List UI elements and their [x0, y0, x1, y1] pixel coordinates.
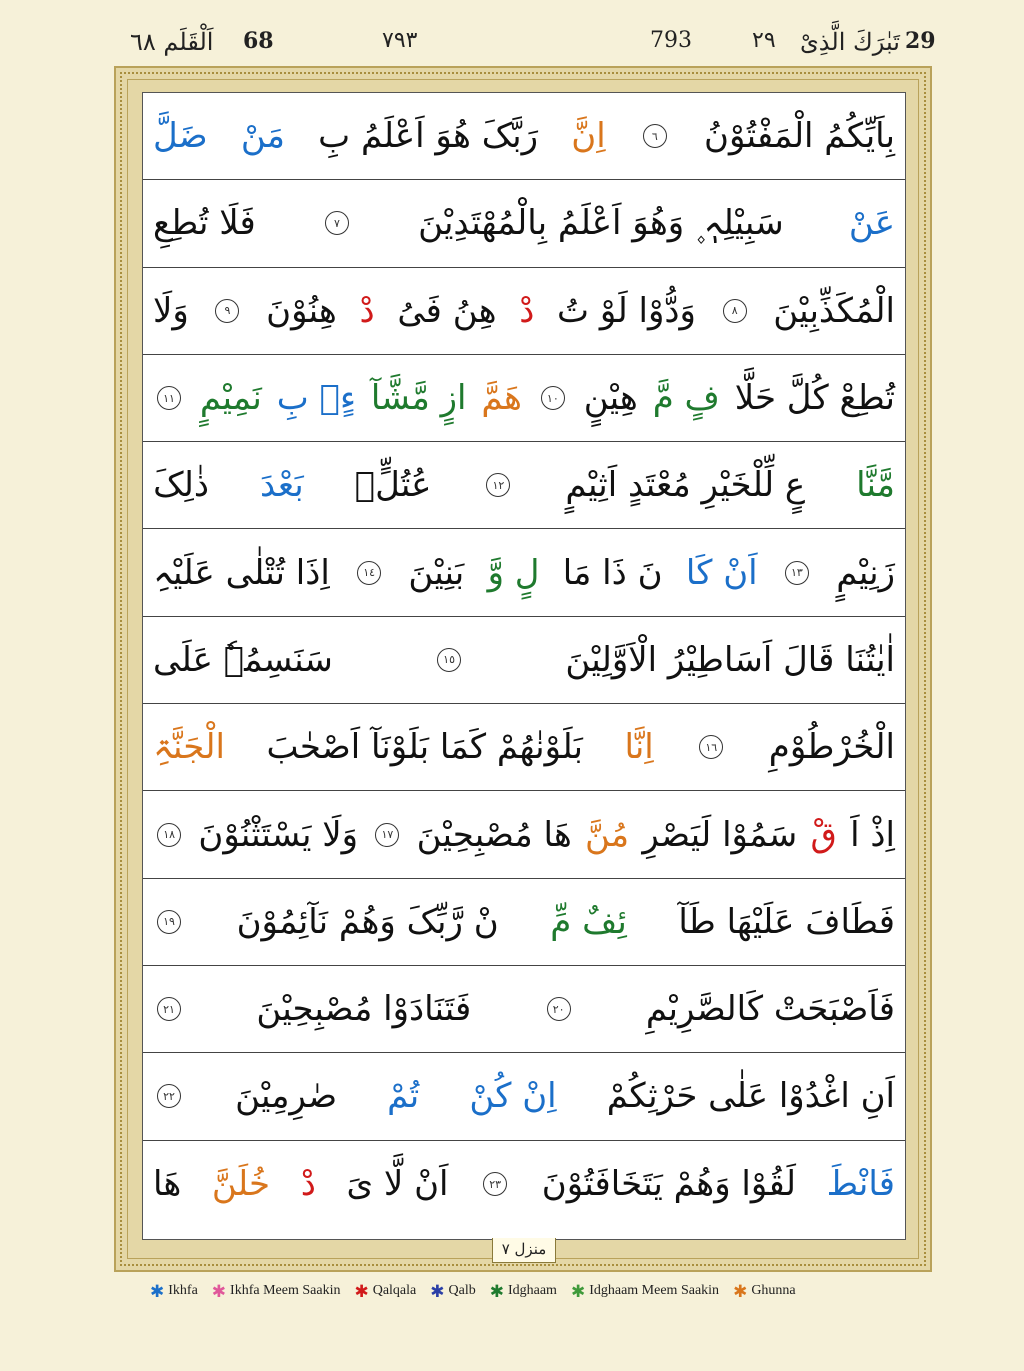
quran-line: [143, 180, 905, 267]
juz-name-arabic: تَبٰرَكَ الَّذِیْ: [800, 28, 900, 56]
legend-item: [150, 1283, 198, 1300]
legend-label: Qalb: [448, 1283, 476, 1298]
quran-text-segment: مَنْ: [240, 116, 285, 157]
quran-text-segment: فَلَا تُطِعِ: [153, 203, 256, 244]
quran-text-segment: عُتُلٍّۭ: [354, 465, 432, 506]
quran-text-segment: عَنْ: [848, 203, 895, 244]
asterisk-icon: ✱: [150, 1281, 165, 1301]
quran-text-segment: خُلَنَّ: [211, 1164, 271, 1205]
ayah-end-marker: ١٨: [157, 823, 181, 847]
asterisk-icon: ✱: [733, 1281, 748, 1301]
asterisk-icon: ✱: [211, 1281, 227, 1301]
quran-text-segment: ئِفٌ مِّ: [550, 901, 627, 942]
ayah-end-marker: ١٥: [437, 648, 461, 672]
quran-text-segment: اَنْ کَا: [685, 552, 758, 593]
quran-text-segment: نَ ذَا مَا: [562, 552, 663, 593]
legend-label: Ikhfa Meem Saakin: [230, 1283, 341, 1298]
legend-label: Idghaam: [507, 1283, 557, 1298]
quran-text-segment: دْ: [519, 290, 535, 331]
quran-line: [143, 966, 905, 1053]
quran-text-segment: مُنَّ: [585, 814, 630, 855]
page-number: 793: [650, 28, 692, 53]
quran-line: [143, 791, 905, 878]
quran-text-segment: اَنْ لَّا یَ: [346, 1164, 449, 1205]
quran-text-segment: الْمُکَذِّبِیْنَ: [773, 290, 895, 331]
quran-text-segment: اِنَّ: [571, 116, 606, 157]
legend-item: [354, 1283, 416, 1300]
quran-text-segment: سَمُوْا لَیَصْرِ: [642, 814, 798, 855]
quran-text-segment: الْخُرْطُوْمِ: [768, 727, 895, 768]
quran-text-segment: سَبِیْلِہٖ ۪ وَھُوَ اَعْلَمُ بِالْمُھْتَدِیْنَ: [418, 203, 784, 244]
quran-text-segment: ھَا مُصْبِحِیْنَ: [416, 814, 572, 855]
quran-line: [143, 617, 905, 704]
quran-text-segment: لٍ وَّ: [487, 552, 540, 593]
ayah-end-marker: ١١: [157, 386, 181, 410]
quran-text-segment: وَلَا: [153, 290, 189, 331]
quran-text-segment: ءٍۭ بِ: [276, 378, 357, 419]
quran-text-segment: رَبَّکَ ھُوَ اَعْلَمُ بِ: [318, 116, 539, 157]
ayah-end-marker: ٢٣: [483, 1172, 507, 1196]
quran-text-segment: ازٍ مَّشَّآ: [370, 378, 467, 419]
ayah-end-marker: ١٧: [375, 823, 399, 847]
legend-item: [490, 1283, 557, 1300]
quran-text-segment: الْجَنَّۃِ: [153, 727, 225, 768]
quran-text-segment: ذٰلِکَ: [153, 465, 209, 506]
quran-text-segment: وَلَا یَسْتَثْنُوْنَ: [198, 814, 359, 855]
quran-text-segment: ضَلَّ: [153, 116, 208, 157]
quran-text-segment: ھِنُوْنَ: [266, 290, 337, 331]
quran-text-segment: فَطَافَ عَلَیْھَا طَآ: [678, 901, 895, 942]
quran-line: [143, 704, 905, 791]
ayah-end-marker: ١٢: [486, 473, 510, 497]
quran-text-segment: بَلَوْنٰھُمْ کَمَا بَلَوْنَآ اَصْحٰبَ: [266, 727, 583, 768]
surah-name-arabic: اَلْقَلَم ٦٨: [130, 28, 214, 56]
asterisk-icon: ✱: [430, 1281, 445, 1301]
page-header: [0, 28, 1024, 62]
quran-text-segment: ھَمَّ: [481, 378, 522, 419]
quran-text-segment: مَّنَّا: [856, 465, 895, 506]
quran-text-segment: فَاَصْبَحَتْ کَالصَّرِیْمِ: [645, 989, 895, 1030]
juz-number-arabic: ٢٩: [752, 28, 776, 53]
legend-label: Ikhfa: [168, 1283, 198, 1298]
text-panel: [142, 92, 906, 1240]
surah-number: 68: [243, 28, 274, 54]
quran-text-segment: دْ: [359, 290, 375, 331]
quran-text-segment: بَعْدَ: [259, 465, 304, 506]
legend-item: [571, 1283, 719, 1300]
quran-text-segment: بِاَیِّکُمُ الْمَفْتُوْنُ: [704, 116, 895, 157]
quran-text-segment: صٰرِمِیْنَ: [235, 1076, 338, 1117]
quran-line: [143, 879, 905, 966]
quran-text-segment: ھِنُ فَیُ: [397, 290, 497, 331]
ayah-end-marker: ٩: [215, 299, 239, 323]
quran-text-segment: سَنَسِمُہٗ عَلَی: [153, 639, 333, 680]
ayah-end-marker: ٢١: [157, 997, 181, 1021]
quran-text-segment: زَنِیْمٍ: [836, 552, 895, 593]
quran-line: [143, 1053, 905, 1140]
quran-line: [143, 355, 905, 442]
ayah-end-marker: ١٩: [157, 910, 181, 934]
asterisk-icon: ✱: [570, 1281, 586, 1301]
quran-line: [143, 442, 905, 529]
ayah-end-marker: ١٦: [699, 735, 723, 759]
quran-text-segment: وَدُّوْا لَوْ تُ: [557, 290, 696, 331]
quran-text-segment: اِذَا تُتْلٰی عَلَیْہِ: [153, 552, 330, 593]
legend-item: [430, 1283, 475, 1300]
quran-text-segment: ھَا: [153, 1164, 182, 1205]
asterisk-icon: ✱: [354, 1281, 369, 1301]
quran-text-segment: اٰیٰتُنَا قَالَ اَسَاطِیْرُ الْاَوَّلِیْنَ: [565, 639, 895, 680]
legend-item: [733, 1283, 796, 1300]
quran-text-segment: اِنْ کُنْ: [469, 1076, 557, 1117]
tajweed-legend: [150, 1278, 950, 1304]
quran-line: [143, 529, 905, 616]
quran-text-segment: اِنَّا: [624, 727, 654, 768]
quran-text-segment: قْ: [810, 814, 837, 855]
quran-text-segment: اِذْ اَ: [850, 814, 895, 855]
manzil-label: منزل ٧: [492, 1238, 556, 1263]
quran-text-segment: فَتَنَادَوْا مُصْبِحِیْنَ: [256, 989, 472, 1030]
quran-line: [143, 93, 905, 180]
quran-text-segment: اَنِ اغْدُوْا عَلٰی حَرْثِکُمْ: [606, 1076, 895, 1117]
quran-text-segment: دْ: [300, 1164, 316, 1205]
legend-label: Qalqala: [372, 1283, 417, 1298]
quran-text-segment: فَانْطَ: [826, 1164, 895, 1205]
quran-text-segment: ھِیْنٍ: [583, 378, 638, 419]
quran-text-segment: عٍ لِّلْخَیْرِ مُعْتَدٍ اَثِیْمٍ: [565, 465, 806, 506]
quran-text-segment: نَمِیْمٍ: [199, 378, 262, 419]
quran-line: [143, 268, 905, 355]
juz-number: 29: [905, 28, 936, 54]
quran-text-segment: لَقُوْا وَھُمْ یَتَخَافَتُوْنَ: [541, 1164, 797, 1205]
legend-label: Idghaam Meem Saakin: [589, 1283, 720, 1298]
ayah-end-marker: ١٣: [785, 561, 809, 585]
ayah-end-marker: ٦: [643, 124, 667, 148]
ayah-end-marker: ٢٢: [157, 1084, 181, 1108]
ayah-end-marker: ٧: [325, 211, 349, 235]
quran-text-segment: فٍ مَّ: [652, 378, 720, 419]
legend-label: Ghunna: [751, 1283, 796, 1298]
ayah-end-marker: ٢٠: [547, 997, 571, 1021]
ayah-end-marker: ١٤: [357, 561, 381, 585]
quran-text-segment: تُطِعْ کُلَّ حَلَّا: [734, 378, 895, 419]
quran-text-segment: نْ رَّبِّکَ وَھُمْ نَآئِمُوْنَ: [236, 901, 499, 942]
ayah-end-marker: ١٠: [541, 386, 565, 410]
quran-text-segment: بَنِیْنَ: [408, 552, 465, 593]
quran-text-segment: تُمْ: [387, 1076, 420, 1117]
legend-item: [212, 1283, 341, 1300]
page-number-arabic: ٧٩٣: [382, 28, 418, 53]
quran-line: [143, 1141, 905, 1228]
asterisk-icon: ✱: [489, 1281, 504, 1301]
ayah-end-marker: ٨: [723, 299, 747, 323]
